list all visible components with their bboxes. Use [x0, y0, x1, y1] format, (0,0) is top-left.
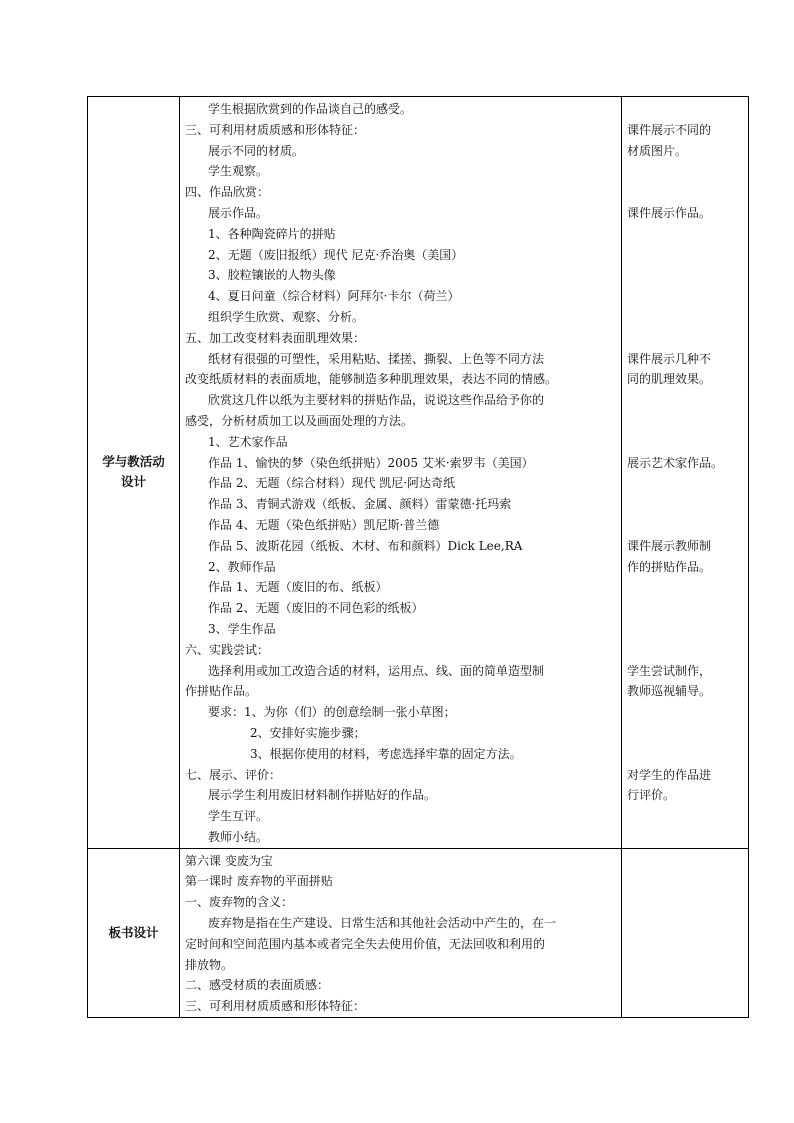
activity-note-blank	[627, 161, 744, 182]
activity-line: 纸材有很强的可塑性，采用粘贴、揉搓、撕裂、上色等不同方法	[208, 351, 545, 366]
board-line: 一、废弃物的含义：	[185, 895, 294, 910]
activity-line: 四、作品欣赏：	[185, 185, 270, 200]
board-line: 废弃物是指在生产建设、日常生活和其他社会活动中产生的，在一	[208, 916, 557, 931]
activity-line: 1、艺术家作品	[208, 434, 288, 449]
activity-line: 教师小结。	[208, 829, 269, 844]
board-line: 定时间和空间范围内基本或者完全失去使用价值，无法回收和利用的	[185, 936, 546, 951]
activity-note-blank	[627, 577, 744, 598]
activity-line: 作品 5、波斯花园（纸板、木材、布和颜料）Dick Lee,RA	[208, 538, 523, 553]
activity-line: 作品 3、青铜式游戏（纸板、金属、颜料）雷蒙德·托玛索	[208, 497, 512, 512]
activity-note-blank	[627, 619, 744, 640]
activity-line: 3、根据你使用的材料，考虑选择牢靠的固定方法。	[250, 746, 522, 761]
activity-line: 展示学生利用废旧材料制作拼贴好的作品。	[208, 788, 437, 803]
activity-line: 五、加工改变材料表面肌理效果：	[185, 330, 366, 345]
activity-note-line: 课件展示作品。	[627, 205, 712, 220]
activity-note-line: 对学生的作品进	[627, 767, 712, 782]
activity-content-cell	[180, 97, 622, 849]
activity-note-blank	[627, 328, 744, 349]
activity-note-blank	[627, 515, 744, 536]
activity-line: 七、展示、评价：	[185, 767, 282, 782]
board-content-cell	[180, 848, 622, 1017]
activity-line: 组织学生欣赏、观察、分析。	[208, 309, 365, 324]
board-line: 第一课时 废弃物的平面拼贴	[185, 874, 333, 889]
activity-line: 展示不同的材质。	[208, 143, 305, 158]
activity-label-line2: 设计	[120, 474, 146, 490]
board-row	[88, 848, 749, 1017]
activity-notes-cell	[622, 97, 749, 849]
activity-line: 作品 2、无题（废旧的不同色彩的纸板）	[208, 601, 424, 616]
activity-line: 作拼贴作品。	[185, 684, 258, 699]
activity-note-line: 教师巡视辅导。	[627, 684, 712, 699]
activity-line: 感受，分析材质加工以及画面处理的方法。	[185, 413, 414, 428]
board-line: 二、感受材质的表面质感：	[185, 978, 330, 993]
activity-line: 3、学生作品	[208, 621, 276, 636]
activity-line: 作品 2、无题（综合材料）现代 凯尼·阿达奇纸	[208, 476, 456, 491]
activity-line: 三、可利用材质质感和形体特征：	[185, 122, 366, 137]
activity-note-line: 展示艺术家作品。	[627, 455, 724, 470]
activity-note-blank	[627, 224, 744, 245]
activity-row	[88, 97, 749, 849]
activity-line: 2、无题（废旧报纸）现代 尼克·乔治奥（美国）	[208, 247, 464, 262]
activity-note-blank	[627, 806, 744, 827]
activity-note-line: 行评价。	[627, 788, 676, 803]
activity-note-blank	[627, 827, 744, 848]
activity-note-blank	[627, 182, 744, 203]
activity-label-line1: 学与教活动	[102, 454, 165, 470]
activity-note-blank	[627, 598, 744, 619]
activity-note-blank	[627, 723, 744, 744]
activity-note-line: 课件展示教师制	[627, 538, 712, 553]
activity-line: 作品 1、愉快的梦（染色纸拼贴）2005 艾米·索罗韦（美国）	[208, 455, 534, 470]
activity-note-blank	[627, 99, 744, 120]
activity-note-blank	[627, 245, 744, 266]
activity-line: 1、各种陶瓷碎片的拼贴	[208, 226, 336, 241]
activity-label-cell	[88, 97, 180, 849]
board-label: 板书设计	[108, 924, 159, 940]
activity-note-blank	[627, 432, 744, 453]
activity-line: 4、夏日问童（综合材料）阿拜尔·卡尔（荷兰）	[208, 289, 460, 304]
activity-note-line: 课件展示不同的	[627, 122, 712, 137]
activity-line: 2、安排好实施步骤；	[250, 725, 366, 740]
activity-note-blank	[627, 702, 744, 723]
board-line: 三、可利用材质质感和形体特征：	[185, 999, 366, 1014]
activity-note-blank	[627, 307, 744, 328]
activity-line: 作品 1、无题（废旧的布、纸板）	[208, 580, 388, 595]
board-notes-cell	[622, 848, 749, 1017]
activity-note-blank	[627, 265, 744, 286]
board-line: 排放物。	[185, 957, 234, 972]
activity-note-line: 材质图片。	[627, 143, 688, 158]
activity-line: 展示作品。	[208, 205, 269, 220]
board-line: 第六课 变废为宝	[185, 853, 273, 868]
activity-note-blank	[627, 390, 744, 411]
activity-note-blank	[627, 494, 744, 515]
activity-note-blank	[627, 286, 744, 307]
activity-line: 欣赏这几件以纸为主要材料的拼贴作品，说说这些作品给予你的	[208, 393, 545, 408]
activity-line: 要求：1、为你（们）的创意绘制一张小草图；	[208, 705, 456, 720]
lesson-plan-table	[87, 96, 749, 1018]
activity-note-blank	[627, 640, 744, 661]
activity-line: 3、胶粒镶嵌的人物头像	[208, 268, 336, 283]
activity-note-line: 学生尝试制作，	[627, 663, 712, 678]
activity-note-line: 同的肌理效果。	[627, 372, 712, 387]
activity-line: 2、教师作品	[208, 559, 276, 574]
activity-note-line: 作的拼贴作品。	[627, 559, 712, 574]
activity-line: 选择利用或加工改造合适的材料，运用点、线、面的简单造型制	[208, 663, 545, 678]
activity-line: 学生互评。	[208, 809, 269, 824]
activity-note-blank	[627, 411, 744, 432]
activity-line: 学生观察。	[208, 164, 269, 179]
activity-note-blank	[627, 473, 744, 494]
activity-line: 改变纸质材料的表面质地，能够制造多种肌理效果，表达不同的情感。	[185, 372, 558, 387]
activity-line: 作品 4、无题（染色纸拼贴）凯尼斯·普兰德	[208, 517, 440, 532]
activity-line: 学生根据欣赏到的作品谈自己的感受。	[208, 102, 413, 116]
activity-note-line: 课件展示几种不	[627, 351, 712, 366]
board-label-cell	[88, 848, 180, 1017]
activity-note-blank	[627, 744, 744, 765]
activity-line: 六、实践尝试：	[185, 642, 270, 657]
